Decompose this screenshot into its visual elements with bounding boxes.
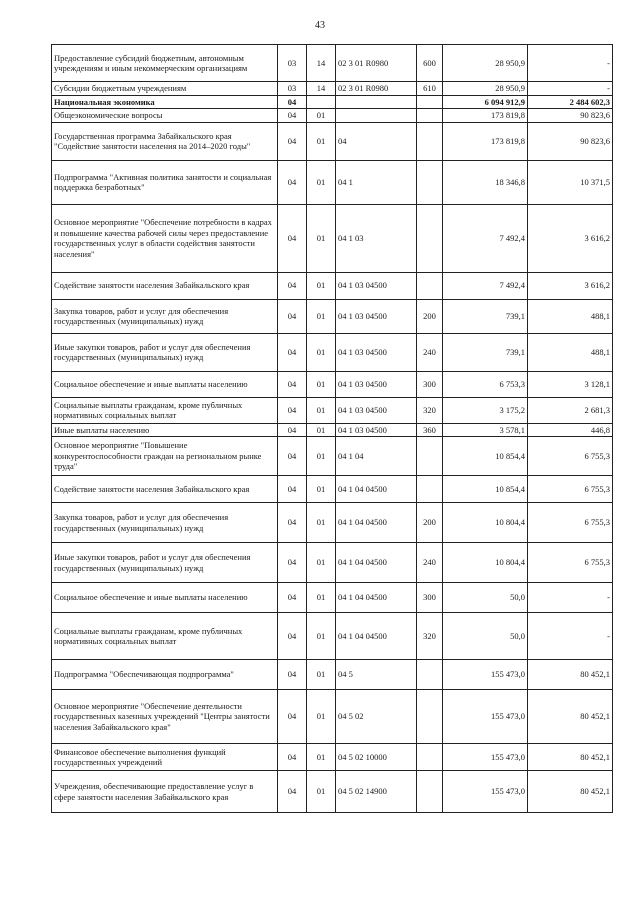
approved-amount: 739,1	[443, 333, 528, 371]
executed-amount: -	[528, 583, 613, 613]
table-row	[52, 543, 613, 583]
expense-type-code: 320	[417, 613, 443, 660]
expense-type-code: 300	[417, 371, 443, 397]
section-code: 04	[278, 423, 307, 437]
row-name: Социальные выплаты гражданам, кроме публичных нормативных социальных выплат	[52, 613, 278, 660]
section-code: 04	[278, 476, 307, 503]
executed-amount: -	[528, 82, 613, 96]
executed-amount: 80 452,1	[528, 771, 613, 813]
subsection-code: 01	[307, 160, 336, 204]
row-name: Социальные выплаты гражданам, кроме публичных нормативных социальных выплат	[52, 397, 278, 423]
table-row	[52, 397, 613, 423]
approved-amount: 155 473,0	[443, 771, 528, 813]
target-article-code: 04 1 03 04500	[336, 272, 417, 299]
row-name: Подпрограмма "Активная политика занятости и социальная поддержка безработных"	[52, 160, 278, 204]
target-article-code: 02 3 01 R0980	[336, 82, 417, 96]
table-row	[52, 95, 613, 109]
subsection-code: 01	[307, 299, 336, 333]
approved-amount: 50,0	[443, 583, 528, 613]
target-article-code: 04 5 02 10000	[336, 744, 417, 771]
section-code: 04	[278, 272, 307, 299]
subsection-code: 01	[307, 543, 336, 583]
subsection-code: 01	[307, 397, 336, 423]
expense-type-code	[417, 95, 443, 109]
executed-amount: 6 755,3	[528, 503, 613, 543]
section-code: 04	[278, 109, 307, 123]
row-name: Содействие занятости населения Забайкальского края	[52, 476, 278, 503]
subsection-code: 01	[307, 109, 336, 123]
row-name: Национальная экономика	[52, 95, 278, 109]
executed-amount: -	[528, 613, 613, 660]
executed-amount: 6 755,3	[528, 543, 613, 583]
section-code: 04	[278, 397, 307, 423]
section-code: 04	[278, 690, 307, 744]
target-article-code: 04 1 03 04500	[336, 333, 417, 371]
approved-amount: 10 804,4	[443, 503, 528, 543]
executed-amount: 3 616,2	[528, 272, 613, 299]
table-row	[52, 333, 613, 371]
expense-type-code: 240	[417, 543, 443, 583]
page-number: 43	[315, 20, 325, 31]
section-code: 04	[278, 122, 307, 160]
row-name: Государственная программа Забайкальского края "Содействие занятости населения на 2014–2020 годы"	[52, 122, 278, 160]
section-code: 04	[278, 437, 307, 476]
approved-amount: 3 578,1	[443, 423, 528, 437]
section-code: 04	[278, 299, 307, 333]
subsection-code: 01	[307, 476, 336, 503]
row-name: Финансовое обеспечение выполнения функций государственных учреждений	[52, 744, 278, 771]
row-name: Основное мероприятие "Обеспечение потребности в кадрах и повышение качества рабочей силы через предоставление государственных услуг в области содействия занятости населения"	[52, 204, 278, 272]
subsection-code: 01	[307, 437, 336, 476]
approved-amount: 6 753,3	[443, 371, 528, 397]
approved-amount: 173 819,8	[443, 122, 528, 160]
expense-type-code: 200	[417, 503, 443, 543]
row-name: Субсидии бюджетным учреждениям	[52, 82, 278, 96]
executed-amount: 446,8	[528, 423, 613, 437]
row-name: Подпрограмма "Обеспечивающая подпрограмма"	[52, 660, 278, 690]
expense-type-code	[417, 771, 443, 813]
subsection-code: 01	[307, 122, 336, 160]
expense-type-code	[417, 690, 443, 744]
row-name: Иные закупки товаров, работ и услуг для обеспечения государственных (муниципальных) нужд	[52, 543, 278, 583]
row-name: Закупка товаров, работ и услуг для обеспечения государственных (муниципальных) нужд	[52, 503, 278, 543]
row-name: Предоставление субсидий бюджетным, автономным учреждениям и иным некоммерческим организациям	[52, 45, 278, 82]
table-row	[52, 423, 613, 437]
approved-amount: 7 492,4	[443, 272, 528, 299]
target-article-code: 04 1 04 04500	[336, 613, 417, 660]
section-code: 04	[278, 371, 307, 397]
table-row	[52, 744, 613, 771]
target-article-code: 04 1 03	[336, 204, 417, 272]
executed-amount: 90 823,6	[528, 122, 613, 160]
approved-amount: 10 854,4	[443, 476, 528, 503]
row-name: Социальное обеспечение и иные выплаты населению	[52, 371, 278, 397]
expense-type-code	[417, 476, 443, 503]
table-row	[52, 371, 613, 397]
approved-amount: 3 175,2	[443, 397, 528, 423]
section-code: 03	[278, 45, 307, 82]
target-article-code: 02 3 01 R0980	[336, 45, 417, 82]
target-article-code: 04 1 03 04500	[336, 299, 417, 333]
subsection-code: 01	[307, 771, 336, 813]
subsection-code	[307, 95, 336, 109]
executed-amount: 2 681,3	[528, 397, 613, 423]
executed-amount: 6 755,3	[528, 476, 613, 503]
row-name: Иные закупки товаров, работ и услуг для обеспечения государственных (муниципальных) нужд	[52, 333, 278, 371]
budget-table	[51, 44, 613, 813]
table-row	[52, 583, 613, 613]
approved-amount: 7 492,4	[443, 204, 528, 272]
target-article-code: 04 1 04 04500	[336, 503, 417, 543]
approved-amount: 28 950,9	[443, 82, 528, 96]
row-name: Закупка товаров, работ и услуг для обеспечения государственных (муниципальных) нужд	[52, 299, 278, 333]
subsection-code: 14	[307, 45, 336, 82]
section-code: 04	[278, 543, 307, 583]
subsection-code: 01	[307, 272, 336, 299]
expense-type-code	[417, 160, 443, 204]
target-article-code: 04 5 02	[336, 690, 417, 744]
section-code: 04	[278, 333, 307, 371]
section-code: 04	[278, 95, 307, 109]
expense-type-code	[417, 660, 443, 690]
subsection-code: 01	[307, 660, 336, 690]
section-code: 04	[278, 503, 307, 543]
subsection-code: 01	[307, 503, 336, 543]
approved-amount: 28 950,9	[443, 45, 528, 82]
target-article-code: 04 1 04	[336, 437, 417, 476]
target-article-code	[336, 109, 417, 123]
table-row	[52, 160, 613, 204]
executed-amount: 6 755,3	[528, 437, 613, 476]
table-row	[52, 503, 613, 543]
table-row	[52, 204, 613, 272]
table-row	[52, 82, 613, 96]
subsection-code: 01	[307, 333, 336, 371]
executed-amount: 90 823,6	[528, 109, 613, 123]
executed-amount: 3 616,2	[528, 204, 613, 272]
target-article-code: 04 1 03 04500	[336, 371, 417, 397]
table-row	[52, 122, 613, 160]
row-name: Учреждения, обеспечивающие предоставление услуг в сфере занятости населения Забайкальского края	[52, 771, 278, 813]
row-name: Основное мероприятие "Повышение конкурентоспособности граждан на региональном рынке труда"	[52, 437, 278, 476]
approved-amount: 10 854,4	[443, 437, 528, 476]
approved-amount: 6 094 912,9	[443, 95, 528, 109]
expense-type-code: 610	[417, 82, 443, 96]
expense-type-code: 600	[417, 45, 443, 82]
target-article-code: 04 1 04 04500	[336, 543, 417, 583]
approved-amount: 739,1	[443, 299, 528, 333]
table-row	[52, 45, 613, 82]
table-row	[52, 109, 613, 123]
target-article-code: 04 5 02 14900	[336, 771, 417, 813]
expense-type-code	[417, 122, 443, 160]
row-name: Основное мероприятие "Обеспечение деятельности государственных казенных учреждений "Центры занятости населения Забайкальского края"	[52, 690, 278, 744]
approved-amount: 155 473,0	[443, 744, 528, 771]
table-row	[52, 272, 613, 299]
approved-amount: 155 473,0	[443, 690, 528, 744]
table-row	[52, 476, 613, 503]
table-row	[52, 437, 613, 476]
executed-amount: -	[528, 45, 613, 82]
table-row	[52, 771, 613, 813]
expense-type-code	[417, 109, 443, 123]
approved-amount: 155 473,0	[443, 660, 528, 690]
table-row	[52, 299, 613, 333]
expense-type-code	[417, 744, 443, 771]
executed-amount: 80 452,1	[528, 744, 613, 771]
subsection-code: 01	[307, 204, 336, 272]
target-article-code	[336, 95, 417, 109]
table-row	[52, 690, 613, 744]
target-article-code: 04	[336, 122, 417, 160]
expense-type-code: 200	[417, 299, 443, 333]
expense-type-code	[417, 272, 443, 299]
subsection-code: 01	[307, 744, 336, 771]
executed-amount: 3 128,1	[528, 371, 613, 397]
row-name: Общеэкономические вопросы	[52, 109, 278, 123]
target-article-code: 04 1 04 04500	[336, 583, 417, 613]
section-code: 04	[278, 613, 307, 660]
subsection-code: 01	[307, 371, 336, 397]
expense-type-code	[417, 204, 443, 272]
approved-amount: 50,0	[443, 613, 528, 660]
row-name: Содействие занятости населения Забайкальского края	[52, 272, 278, 299]
executed-amount: 488,1	[528, 333, 613, 371]
section-code: 04	[278, 160, 307, 204]
expense-type-code	[417, 437, 443, 476]
approved-amount: 18 346,8	[443, 160, 528, 204]
subsection-code: 01	[307, 613, 336, 660]
section-code: 04	[278, 660, 307, 690]
section-code: 04	[278, 771, 307, 813]
section-code: 04	[278, 744, 307, 771]
subsection-code: 01	[307, 583, 336, 613]
executed-amount: 10 371,5	[528, 160, 613, 204]
target-article-code: 04 5	[336, 660, 417, 690]
executed-amount: 80 452,1	[528, 660, 613, 690]
section-code: 04	[278, 583, 307, 613]
approved-amount: 173 819,8	[443, 109, 528, 123]
target-article-code: 04 1 04 04500	[336, 476, 417, 503]
section-code: 04	[278, 204, 307, 272]
target-article-code: 04 1 03 04500	[336, 423, 417, 437]
expense-type-code: 320	[417, 397, 443, 423]
expense-type-code: 300	[417, 583, 443, 613]
subsection-code: 14	[307, 82, 336, 96]
executed-amount: 2 484 602,3	[528, 95, 613, 109]
row-name: Иные выплаты населению	[52, 423, 278, 437]
table-row	[52, 660, 613, 690]
executed-amount: 80 452,1	[528, 690, 613, 744]
expense-type-code: 240	[417, 333, 443, 371]
executed-amount: 488,1	[528, 299, 613, 333]
target-article-code: 04 1 03 04500	[336, 397, 417, 423]
section-code: 03	[278, 82, 307, 96]
approved-amount: 10 804,4	[443, 543, 528, 583]
target-article-code: 04 1	[336, 160, 417, 204]
row-name: Социальное обеспечение и иные выплаты населению	[52, 583, 278, 613]
table-row	[52, 613, 613, 660]
subsection-code: 01	[307, 423, 336, 437]
subsection-code: 01	[307, 690, 336, 744]
expense-type-code: 360	[417, 423, 443, 437]
